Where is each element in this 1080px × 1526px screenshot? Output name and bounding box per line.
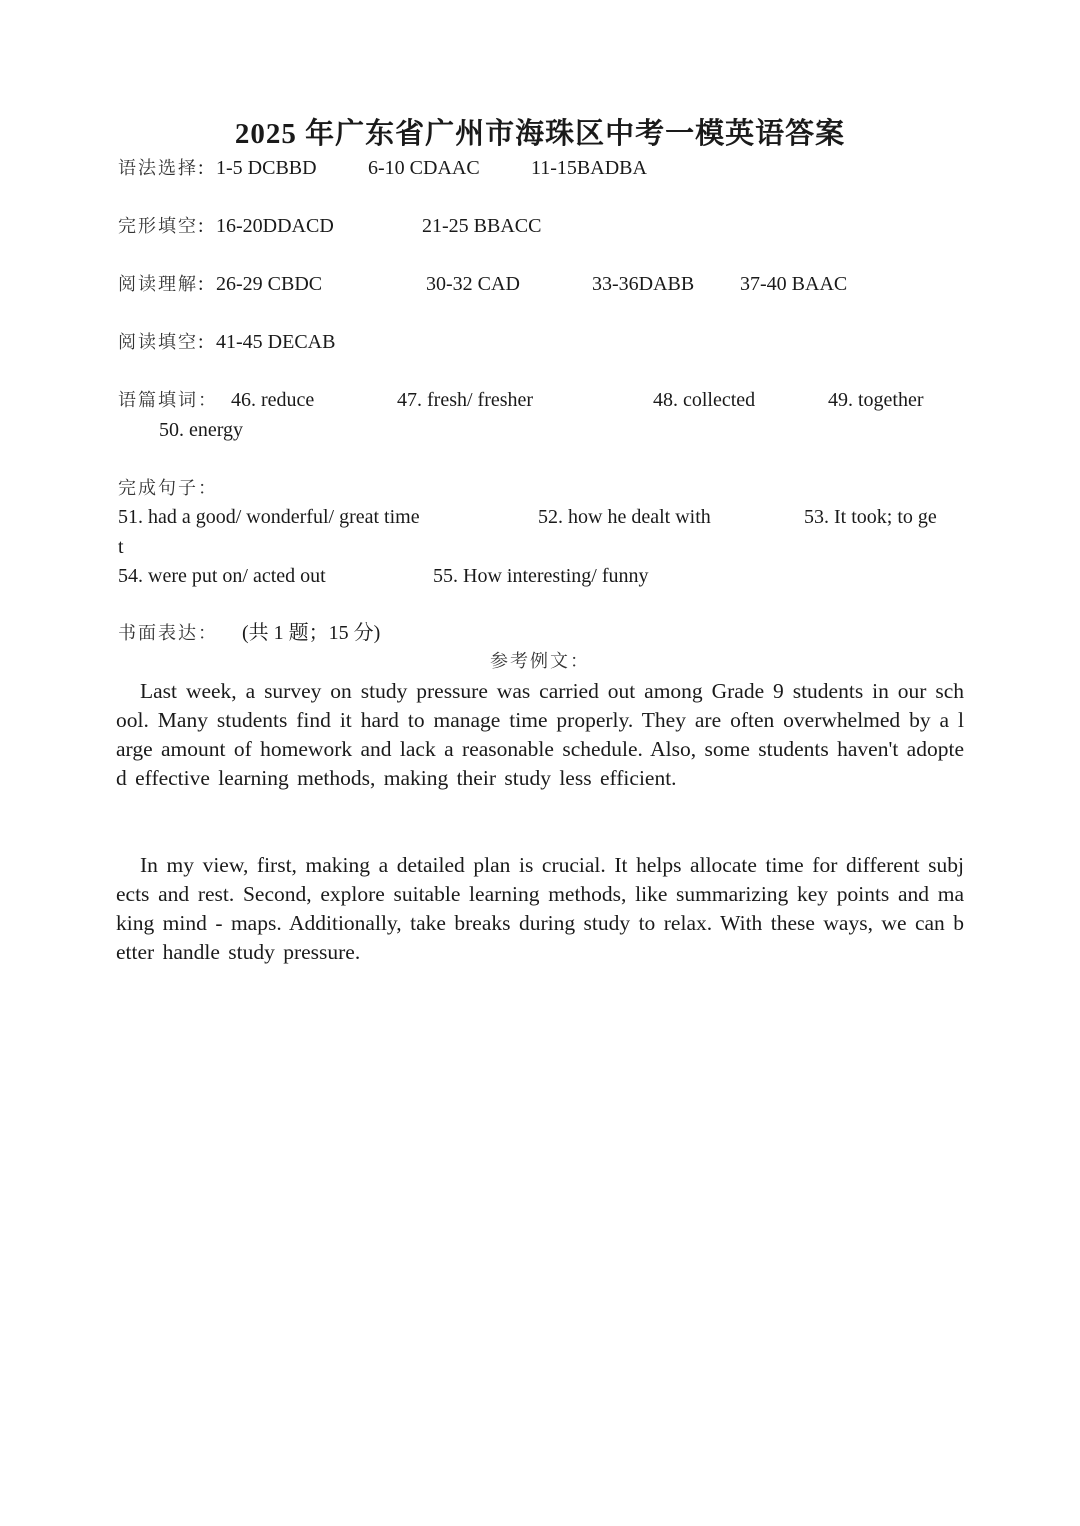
sentence-answer-52: 52. how he dealt with bbox=[538, 506, 711, 528]
sentences-label: 完成句子： bbox=[118, 478, 218, 499]
sentence-answer-51: 51. had a good/ wonderful/ great time bbox=[118, 506, 420, 528]
word-fill-answer-46: 46. reduce bbox=[231, 389, 315, 411]
reading-answer-1: 26-29 CBDC bbox=[216, 273, 323, 295]
sentence-answer-53: 53. It took; to ge bbox=[804, 506, 937, 528]
reading-fill-sep: : bbox=[198, 331, 204, 353]
reading-answer-2: 30-32 CAD bbox=[426, 273, 520, 295]
word-fill-answer-50: 50. energy bbox=[159, 419, 244, 441]
reading-answer-4: 37-40 BAAC bbox=[740, 273, 848, 295]
essay-paragraph-2: In my view, first, making a detailed plan is crucial. It helps allocate time for different subjects and rest. Second, explore suitable learning methods, like summarizing key points and making mind - maps. Additionally, take breaks during study to relax. With these ways, we can better handle study pressure. bbox=[116, 853, 964, 964]
cloze-row bbox=[118, 212, 204, 241]
word-fill-row bbox=[118, 386, 218, 415]
sentence-answer-53-wrap: t bbox=[118, 536, 124, 558]
cloze-answer-1: 16-20DDACD bbox=[216, 215, 334, 237]
writing-score: (共 1 题；15 分) bbox=[242, 622, 381, 644]
word-fill-answer-49: 49. together bbox=[828, 389, 924, 411]
sample-essay-label: 参考例文： bbox=[490, 651, 590, 672]
grammar-sep: : bbox=[198, 157, 204, 179]
grammar-answer-3: 11-15BADBA bbox=[531, 157, 647, 179]
cloze-label: 完形填空 bbox=[118, 216, 198, 237]
grammar-label: 语法选择 bbox=[118, 158, 198, 179]
sentence-answer-55: 55. How interesting/ funny bbox=[433, 565, 649, 587]
writing-label: 书面表达： bbox=[118, 623, 218, 644]
cloze-answer-2: 21-25 BBACC bbox=[422, 215, 542, 237]
reading-sep: : bbox=[198, 273, 204, 295]
reading-answer-3: 33-36DABB bbox=[592, 273, 695, 295]
reading-fill-label: 阅读填空 bbox=[118, 332, 198, 353]
reading-fill-row bbox=[118, 328, 204, 357]
word-fill-answer-47: 47. fresh/ fresher bbox=[397, 389, 534, 411]
reading-label: 阅读理解 bbox=[118, 274, 198, 295]
cloze-sep: : bbox=[198, 215, 204, 237]
page-title: 2025 年广东省广州市海珠区中考一模英语答案 bbox=[234, 118, 846, 150]
essay-paragraph-1: Last week, a survey on study pressure was carried out among Grade 9 students in our school. Many students find it hard to manage time properly. They are often overwhelmed by a large amount of homework and lack a reasonable schedule. Also, some students haven't adopted effective learning methods, making their study less efficient. bbox=[116, 679, 964, 790]
grammar-answer-1: 1-5 DCBBD bbox=[216, 157, 317, 179]
sentences-row bbox=[118, 474, 218, 503]
word-fill-label: 语篇填词： bbox=[118, 390, 218, 411]
sample-essay-2 bbox=[116, 851, 964, 967]
sentence-answer-54: 54. were put on/ acted out bbox=[118, 565, 326, 587]
grammar-answer-2: 6-10 CDAAC bbox=[368, 157, 480, 179]
sample-essay bbox=[116, 677, 964, 793]
reading-fill-answer-1: 41-45 DECAB bbox=[216, 331, 336, 353]
grammar-row bbox=[118, 154, 204, 183]
word-fill-answer-48: 48. collected bbox=[653, 389, 756, 411]
writing-row bbox=[118, 619, 218, 648]
reading-row bbox=[118, 270, 204, 299]
